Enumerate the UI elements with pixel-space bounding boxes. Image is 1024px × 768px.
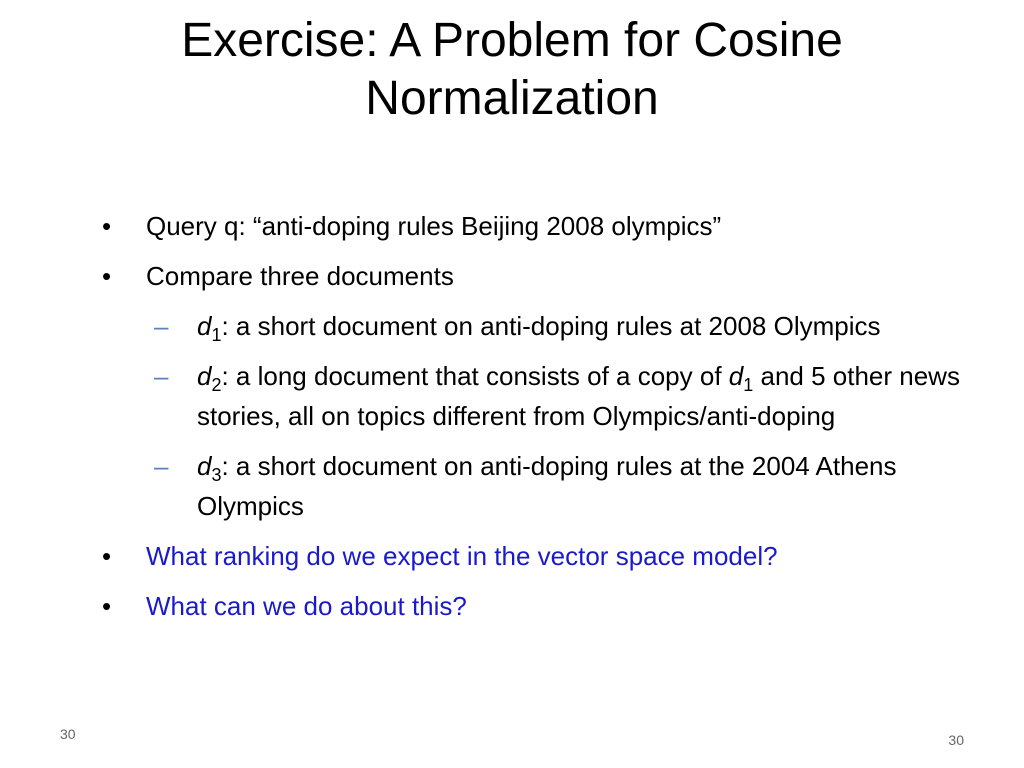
d2-ref-variable: d xyxy=(728,361,744,391)
d2-variable: d xyxy=(197,361,212,391)
sub-bullet-d2 xyxy=(102,356,982,436)
d1-subscript: 1 xyxy=(211,325,222,346)
sub-bullet-d3 xyxy=(102,446,982,526)
slide-title-line-2: Normalization xyxy=(365,72,659,125)
bullet-dot-icon: • xyxy=(102,211,112,241)
page-number-left: 30 xyxy=(60,726,76,742)
d3-text: : a short document on anti-doping rules at the 2004 Athens Olympics xyxy=(197,451,897,521)
page-number-right: 30 xyxy=(948,732,964,748)
bullet-dot-icon: • xyxy=(102,541,112,571)
bullet-what-to-do-text: What can we do about this? xyxy=(146,591,467,621)
d3-subscript: 3 xyxy=(211,465,222,486)
bullet-what-to-do xyxy=(102,586,982,626)
bullet-dot-icon: • xyxy=(102,591,112,621)
sub-bullet-d1 xyxy=(102,306,982,346)
slide-title-line-1: Exercise: A Problem for Cosine xyxy=(181,14,843,67)
bullet-query xyxy=(102,206,982,246)
dash-icon: – xyxy=(154,451,169,481)
bullet-query-text: Query q: “anti-doping rules Beijing 2008 olympics” xyxy=(146,211,722,241)
bullet-compare-text: Compare three documents xyxy=(146,261,454,291)
bullet-ranking-question-text: What ranking do we expect in the vector space model? xyxy=(146,541,778,571)
d2-text-a: : a long document that consists of a copy of xyxy=(221,361,729,391)
dash-icon: – xyxy=(154,361,169,391)
d2-text-b: and 5 other news stories, all on topics different from Olympics/anti-doping xyxy=(197,361,960,431)
bullet-dot-icon: • xyxy=(102,261,112,291)
bullet-ranking-question xyxy=(102,536,982,576)
bullet-compare xyxy=(102,256,982,296)
slide-body xyxy=(102,206,982,636)
dash-icon: – xyxy=(154,311,169,341)
d1-text: : a short document on anti-doping rules at 2008 Olympics xyxy=(221,311,881,341)
slide-title xyxy=(0,12,1024,128)
d2-ref-subscript: 1 xyxy=(743,375,754,396)
d3-variable: d xyxy=(197,451,212,481)
d2-subscript: 2 xyxy=(211,375,222,396)
d1-variable: d xyxy=(197,311,212,341)
